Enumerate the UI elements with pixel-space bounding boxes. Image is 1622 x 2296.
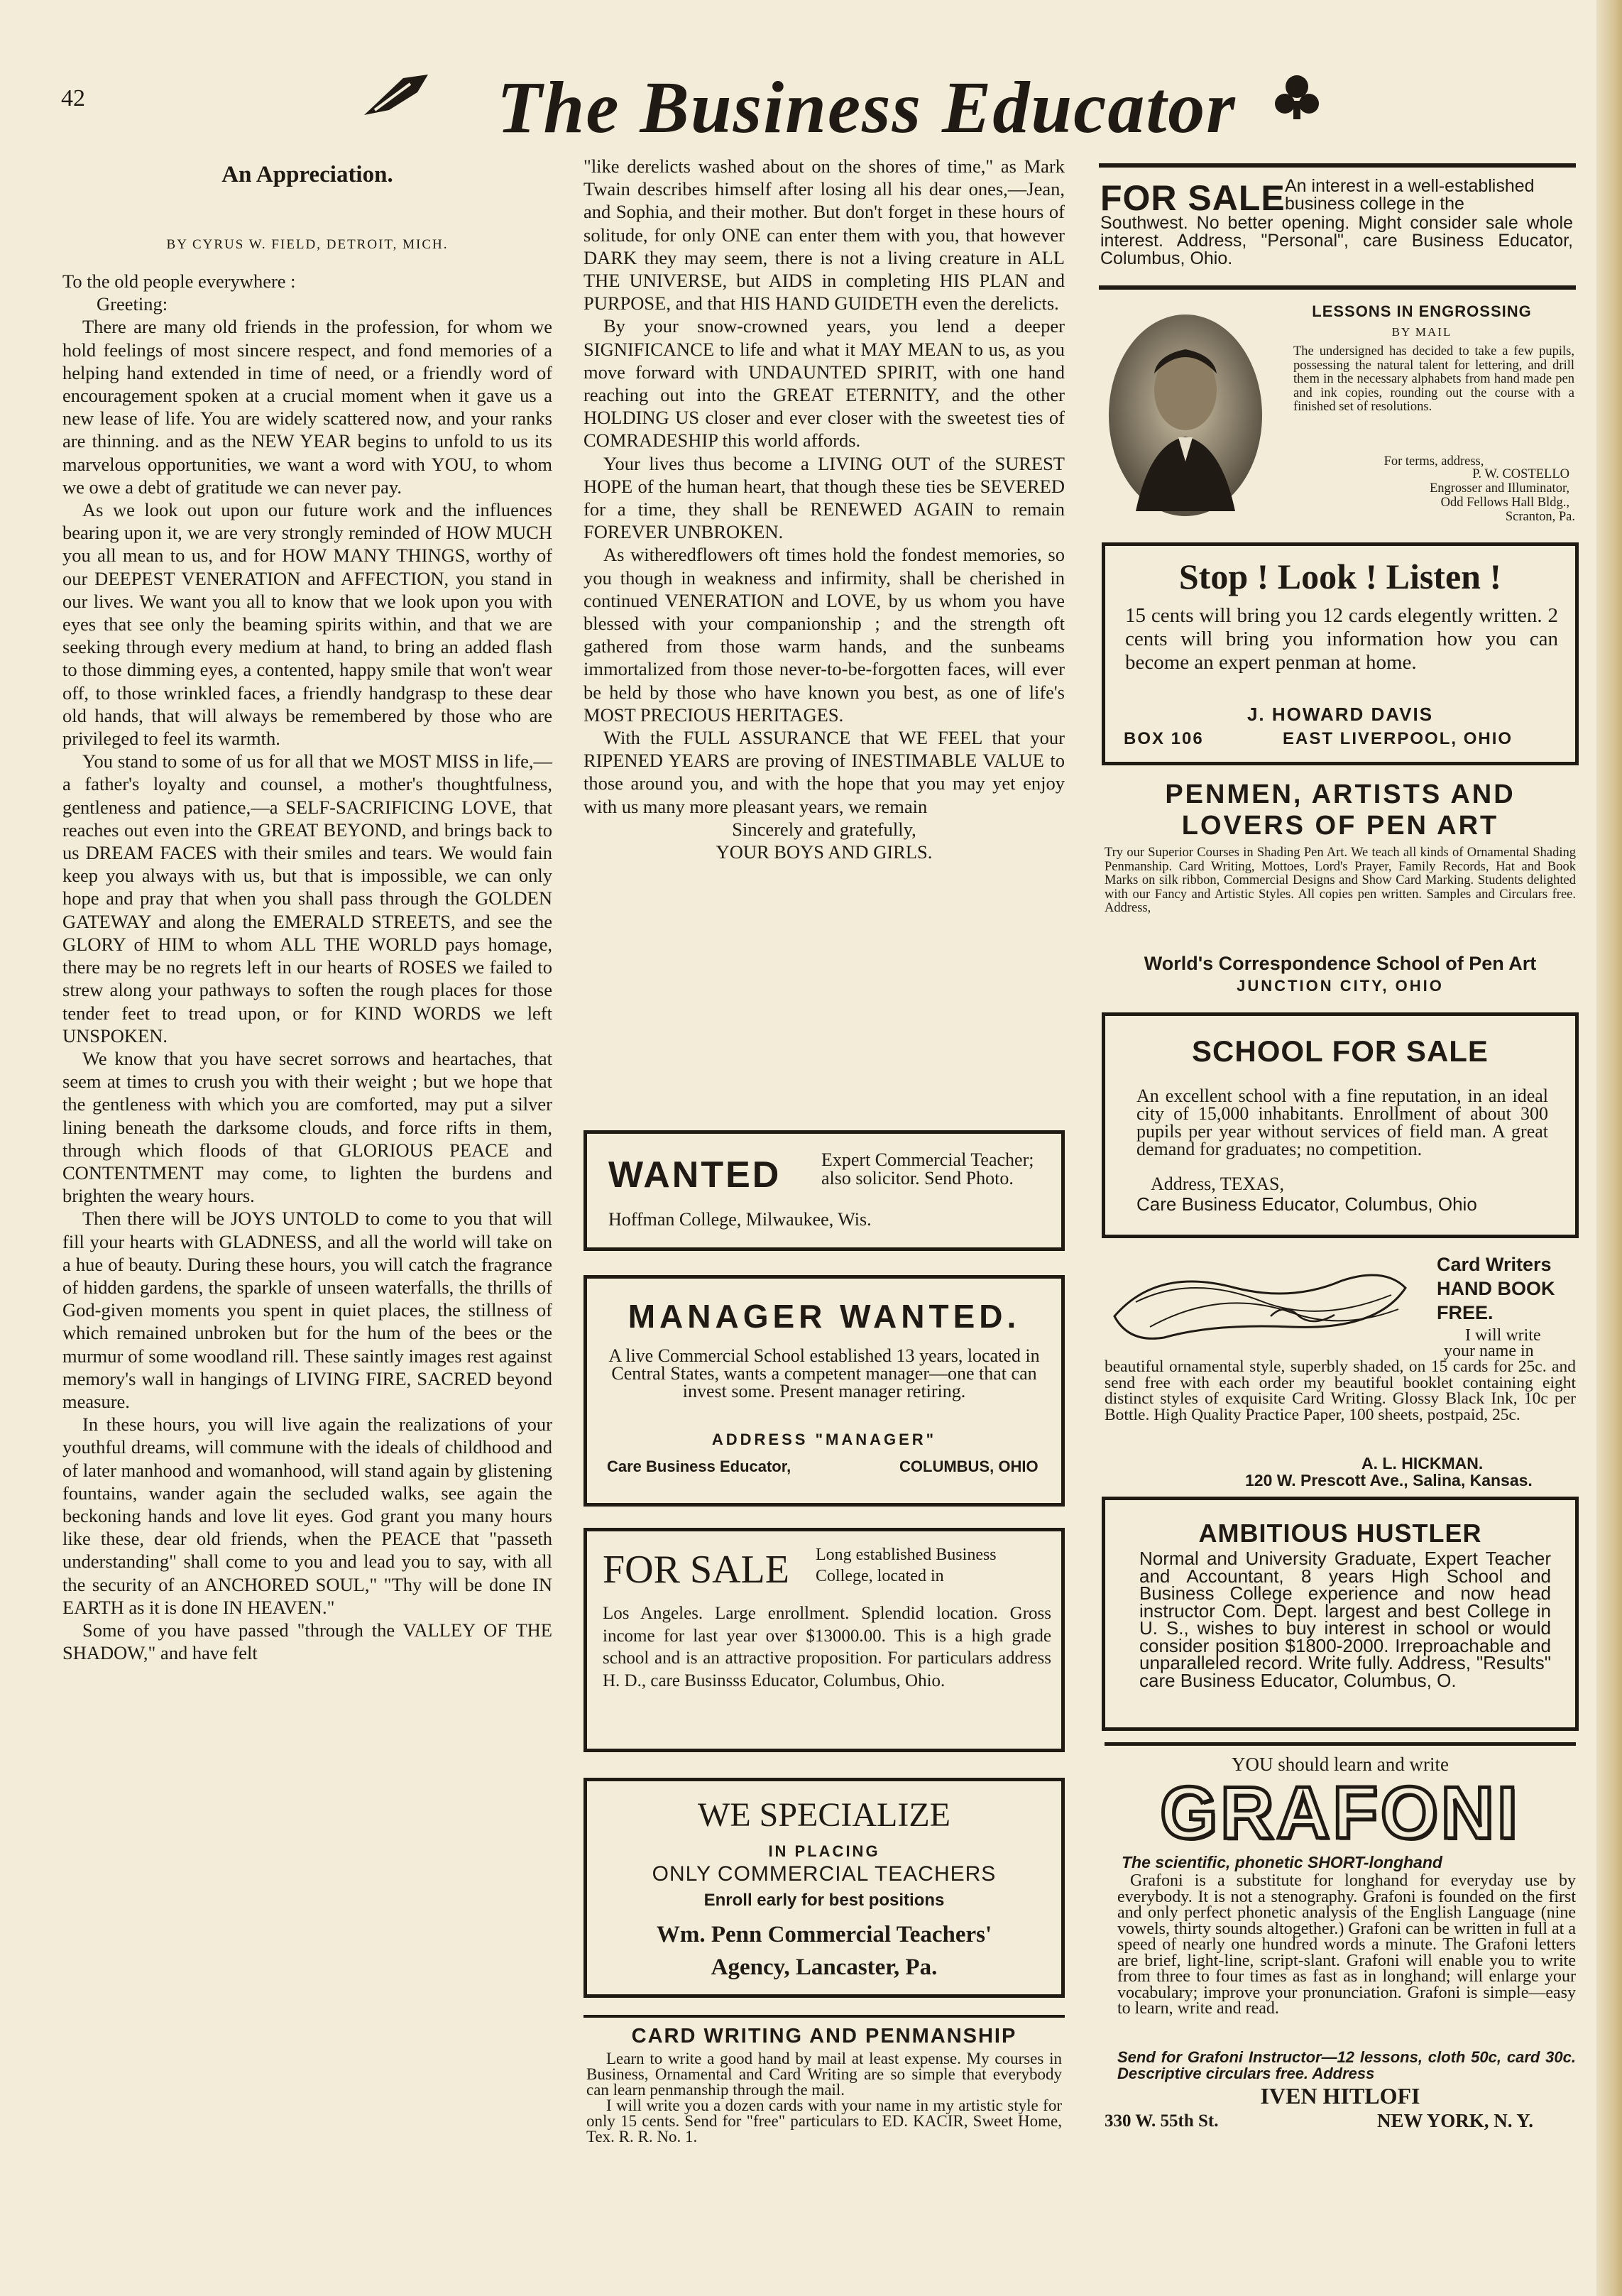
hustler-body: Normal and University Graduate, Expert Teacher and Accountant, 8 years High School and Business College experience and now head instructor Com. Dept. largest and best College in U. S., wishes to buy interest in school or would consider position $1800-2000. Irreproachable and unparalleled record. Write fully. Address, "Results" care Business Educator, Columbus, O. — [1139, 1548, 1551, 1691]
school-for-sale-ad — [1102, 1012, 1579, 1238]
penmen-school: World's Correspondence School of Pen Art — [1144, 953, 1537, 974]
card-writing-body1: Learn to write a good hand by mail at least expense. My courses in Business, Ornamental and Card Writing are so simple that everybody can learn penmanship through the mail. — [586, 2050, 1062, 2099]
card-writing-body2: I will write you a dozen cards with your name in my artistic style for only 15 cents. Send for "free" particulars to ED. KACIR, Sweet Home, Tex. R. R. No. 1. — [586, 2097, 1062, 2145]
engrossing-terms: For terms, address, — [1383, 454, 1484, 469]
article-column-2 — [583, 155, 1065, 863]
paragraph: Some of you have passed "through the VALLEY OF THE SHADOW," and have felt — [62, 1619, 552, 1664]
manager-sign-left: Care Business Educator, — [607, 1458, 791, 1475]
for-sale-la-side: Long established Business College, located in — [816, 1546, 997, 1585]
paragraph: We know that you have secret sorrows and heartaches, that seem at times to crush you with their weight ; but we hope that the gentleness with which you are comforted, may put a silver lining beneath the darksome clouds, and force rifts in them, through which floods of that GLORIOUS PEACE and CONTENTMENT may come, to lighten the burdens and brighten the weary hours. — [62, 1047, 552, 1207]
article-column-1 — [62, 270, 552, 1664]
paragraph: By your snow-crowned years, you lend a deeper SIGNIFICANCE to life and what it MAY MEAN to us, as you move forward with UNDAUNTED SPIRIT, with one hand reaching out into the GREAT ETERNITY, and the other HOLDING US closer and ever closer with the sweetest ties of COMRADESHIP this world affords. — [583, 315, 1065, 452]
stop-look-listen-ad — [1102, 542, 1579, 765]
ambitious-hustler-ad — [1102, 1497, 1579, 1731]
card-writing-ad — [586, 2025, 1062, 2145]
grafoni-addr-left: 330 W. 55th St. — [1105, 2111, 1219, 2131]
manager-sign-right: COLUMBUS, OHIO — [899, 1458, 1039, 1475]
card-writing-heading: CARD WRITING AND PENMANSHIP — [631, 2025, 1017, 2048]
for-sale-interest-heading: FOR SALE — [1100, 178, 1286, 218]
masthead-title: The Business Educator — [497, 67, 1237, 148]
cardwriters-h1: Card Writers — [1437, 1254, 1552, 1275]
closing-line: Sincerely and gratefully, — [732, 818, 916, 840]
manager-body: A live Commercial School established 13 years, located in Central States, wants a competent manager—one that can invest some. Present manager retiring. — [608, 1345, 1040, 1401]
engrossing-name: P. W. COSTELLO — [1472, 467, 1569, 481]
school-body: An excellent school with a fine reputation, in an ideal city of 15,000 inhabitants. Enrollment of about 300 pupils per year without services of field man. A great demand for graduates; no competition. — [1136, 1086, 1548, 1159]
wanted-ad — [583, 1130, 1065, 1251]
ornament-icon — [1272, 72, 1322, 121]
stop-body: 15 cents will bring you 12 cards elegently written. 2 cents will bring you information how you can become an expert penman at home. — [1125, 604, 1558, 674]
cardwriters-name: A. L. HICKMAN. — [1361, 1454, 1484, 1472]
paragraph: You stand to some of us for all that we MOST MISS in life,—a father's loyalty and counsel, a mother's thoughtfulness, gentleness and patience,—a SELF-SACRIFICING LOVE, that reaches out even into the GREAT BEYOND, and brings back to us DREAM FACES with their smiles and tears. We would fain keep you always with us, but that is impossible, we can only hope and pray that when you shall pass through the GOLDEN GATEWAY and along the EMERALD STREETS, and see the GLORY of HIM to whom ALL THE WORLD pays homage, there may be no regrets left in our hearts of ROSES we failed to strew along your pathways to soften the rough places for those tender feet to tread upon, or for KIND WORDS we left UNSPOKEN. — [62, 750, 552, 1046]
for-sale-interest-body: Southwest. No better opening. Might consider sale whole interest. Address, "Personal", care Business Educator, Columbus, Ohio. — [1100, 213, 1573, 268]
cardwriters-h2: HAND BOOK — [1437, 1278, 1555, 1299]
paragraph: As we look out upon our future work and the influences bearing upon it, we are very strongly reminded of HOW MUCH you all mean to us, and for HOW MANY THINGS, worthy of our DEEPEST VENERATION and AFFECTION, you stand in our lives. We want you all to know that we look upon you with eyes that see only the beaming spirits within, and that we are seeking through every medium at hand, to bring an added flash to those dimming eyes, a contented, happy smile that won't wear off, to those wrinkled faces, a friendly handgrasp to these dear old hands, that will always be remembered by those who are privileged to feel its warmth. — [62, 499, 552, 750]
stop-heading: Stop ! Look ! Listen ! — [1178, 557, 1502, 596]
grafoni-name: IVEN HITLOFI — [1260, 2083, 1420, 2109]
signature-flourish — [1107, 1259, 1420, 1352]
engrossing-addr1: Odd Fellows Hall Bldg., — [1440, 496, 1569, 510]
hustler-heading: AMBITIOUS HUSTLER — [1198, 1519, 1482, 1548]
greeting: Greeting: — [97, 293, 168, 315]
for-sale-interest-ad — [1099, 163, 1576, 290]
wanted-address: Hoffman College, Milwaukee, Wis. — [608, 1209, 872, 1230]
paragraph: As witheredflowers oft times hold the fondest memories, so you though in weakness and infirmity, shall be cherished in continued VENERATION and LOVE, by us whom you have blessed with your companionship ; and the strength oft gathered from those warm hands, and the sunbeams immortalized from those never-to-be-forgotten faces, will ever be held by those who have known you best, as one of life's MOST PRECIOUS HERITAGES. — [583, 544, 1065, 726]
paragraph: In these hours, you will live again the realizations of your youthful dreams, will commune with the ideals of childhood and of later manhood and womanhood, will stand again by glistening fountains, wander again the secluded walks, see again the beckoning hands and love lit eyes. God grant you many hours like these, dear old friends, when the PEACE that "passeth understanding" shall come to you and lead you to say, with all the security of an ANCHORED SOUL," "Thy will be done IN EARTH as it is done IN HEAVEN." — [62, 1414, 552, 1618]
salutation: To the old people everywhere : — [62, 270, 296, 292]
cardwriters-h4: I will write — [1465, 1326, 1541, 1345]
page-number: 42 — [61, 85, 85, 111]
paragraph: Then there will be JOYS UNTOLD to come to you that will fill your hearts with GLADNESS, and all the world will take on a hue of beauty. During these hours, you will catch the fragrance of hidden gardens, the sparkle of unseen waterfalls, the thrills of God-given moments you spent in quiet places, the stillness of which remained unbroken but for the hum of the bees or the murmur of some woodland rill. These saintly images rest against memory's wall in hangings of LIVING FIRE, SACRED beyond measure. — [62, 1208, 552, 1412]
for-sale-la-heading: FOR SALE — [603, 1548, 789, 1592]
closing-signature: YOUR BOYS AND GIRLS. — [716, 841, 933, 863]
penmen-body: Try our Superior Courses in Shading Pen Art. We teach all kinds of Ornamental Shading Penmanship. Card Writing, Mottoes, Lord's Prayer, Family Records, Hat and Book Marks on silk ribbon, Commercial Designs and Show Card Marking. Students delighted with our Fancy and Artistic Styles. All copies pen written. Samples and Circulars free. Address, — [1105, 846, 1576, 915]
for-sale-interest-side: An interest in a well-established business college in the — [1285, 176, 1535, 214]
grafoni-logo: GRAFONI — [1160, 1772, 1520, 1854]
grafoni-tag: The scientific, phonetic SHORT-longhand — [1122, 1853, 1442, 1871]
manager-address-label: ADDRESS "MANAGER" — [711, 1431, 937, 1448]
paragraph: "like derelicts washed about on the shores of time," as Mark Twain describes himself after losing all his dear ones,—Jean, and Sophia, and their mother. But don't forget in these hours of solitude, for only ONE can enter them with you, that however DARK they may seem, there is not a living creature in ALL THE UNIVERSE, but AIDS in completing HIS PLAN and PURPOSE, and that HIS HAND GUIDETH even the derelicts. — [583, 155, 1065, 315]
paragraph: With the FULL ASSURANCE that WE FEEL that your RIPENED YEARS are proving of INESTIMABLE VALUE to those around you, and with the hope that you may yet enjoy with us many more pleasant years, we remain — [583, 727, 1065, 817]
engrossing-sub: BY MAIL — [1391, 325, 1452, 339]
page-edge-shadow — [1596, 0, 1622, 2296]
manager-heading: MANAGER WANTED. — [628, 1298, 1021, 1335]
divider-rule — [1105, 1742, 1576, 1746]
paragraph: There are many old friends in the profession, for whom we hold feelings of most sincere respect, and fond memories of a helping hand extended in time of need, or a friendly word of encouragement spoken at a crucial moment when it gave us a new lease of life. You are widely scattered now, and your ranks are thinning. and as the NEW YEAR begins to unfold to us its marvelous opportunities, we want a word with YOU, to whom we owe a debt of gratitude we can never pay. — [62, 316, 552, 498]
manager-wanted-ad — [583, 1275, 1065, 1507]
engrossing-title: Engrosser and Illuminator, — [1429, 481, 1569, 496]
penmen-heading1: PENMEN, ARTISTS AND — [1165, 780, 1516, 809]
for-sale-la-ad — [583, 1528, 1065, 1752]
grafoni-body: Grafoni is a substitute for longhand for everyday use by everybody. It is not a stenography. Grafoni is founded on the first and only perfect phonetic analysis of the English Language (nine vowels, thirty sounds altogether.) Grafoni can be written in full at a speed of nearly one hundred words a minute. The Grafoni letters are brief, light-line, script-slant. Grafoni will enable you to write from three to four times as fast as in longhand; will enlarge your vocabulary; improve your pronunciation. Grafoni is simple—easy to learn, write and read. — [1117, 1871, 1576, 2018]
cardwriters-body: beautiful ornamental style, superbly shaded, on 15 cards for 25c. and send free with each order my beautiful booklet containing eight distinct styles of exquisite Card Writing. Glossy Black Ink, 10c per Bottle. High Quality Practice Paper, 100 sheets, postpaid, 25c. — [1105, 1357, 1576, 1424]
article-title: An Appreciation. — [221, 162, 393, 187]
grafoni-send: Send for Grafoni Instructor—12 lessons, cloth 50c, card 30c. Descriptive circulars free. Address — [1117, 2048, 1576, 2082]
paragraph: Your lives thus become a LIVING OUT of the SUREST HOPE of the human heart, that though these ties be SEVERED for a time, they shall be RENEWED AGAIN to remain FOREVER UNBROKEN. — [583, 452, 1065, 543]
pen-nib-icon — [361, 71, 432, 121]
divider-rule — [583, 2015, 1065, 2018]
grafoni-addr-right: NEW YORK, N. Y. — [1377, 2110, 1534, 2131]
grafoni-pre: YOU should learn and write — [1232, 1754, 1449, 1775]
school-heading: SCHOOL FOR SALE — [1192, 1034, 1489, 1068]
we-specialize-ad — [583, 1778, 1065, 1998]
school-addr1: Address, TEXAS, — [1151, 1174, 1285, 1194]
school-addr2: Care Business Educator, Columbus, Ohio — [1136, 1193, 1477, 1215]
specialize-line4: Wm. Penn Commercial Teachers' — [656, 1922, 992, 1947]
article-byline: BY CYRUS W. FIELD, DETROIT, MICH. — [166, 237, 449, 252]
for-sale-la-body: Los Angeles. Large enrollment. Splendid location. Gross income for last year over $13000.00. This is a high grade school and is an attractive proposition. For particulars address H. D., care Businsss Educator, Columbus, Ohio. — [603, 1604, 1051, 1690]
specialize-line3: Enroll early for best positions — [703, 1891, 945, 1910]
cardwriters-h5: your name in — [1444, 1342, 1534, 1360]
engrossing-heading: LESSONS IN ENGROSSING — [1312, 302, 1532, 320]
engrossing-body: The undersigned has decided to take a few pupils, possessing the natural talent for lettering, and drill them in the necessary alphabets from hand made pen and ink copies, rounding out the course with a finished set of resolutions. — [1293, 344, 1574, 414]
portrait-photo — [1107, 312, 1264, 518]
wanted-side-text: Expert Commercial Teacher; also solicitor. Send Photo. — [821, 1149, 1034, 1188]
specialize-line1: IN PLACING — [768, 1842, 880, 1860]
cardwriters-addr: 120 W. Prescott Ave., Salina, Kansas. — [1245, 1471, 1533, 1489]
penmen-city: JUNCTION CITY, OHIO — [1237, 977, 1444, 995]
specialize-line2: ONLY COMMERCIAL TEACHERS — [652, 1862, 997, 1886]
specialize-heading: WE SPECIALIZE — [698, 1796, 950, 1834]
wanted-heading: WANTED — [608, 1154, 782, 1196]
stop-box: BOX 106 — [1124, 729, 1204, 748]
specialize-line5: Agency, Lancaster, Pa. — [711, 1955, 938, 1980]
engrossing-addr2: Scranton, Pa. — [1505, 510, 1575, 524]
cardwriters-h3: FREE. — [1437, 1302, 1494, 1323]
stop-name: J. HOWARD DAVIS — [1246, 704, 1434, 725]
stop-city: EAST LIVERPOOL, OHIO — [1283, 729, 1513, 748]
penmen-heading2: LOVERS OF PEN ART — [1181, 811, 1499, 841]
